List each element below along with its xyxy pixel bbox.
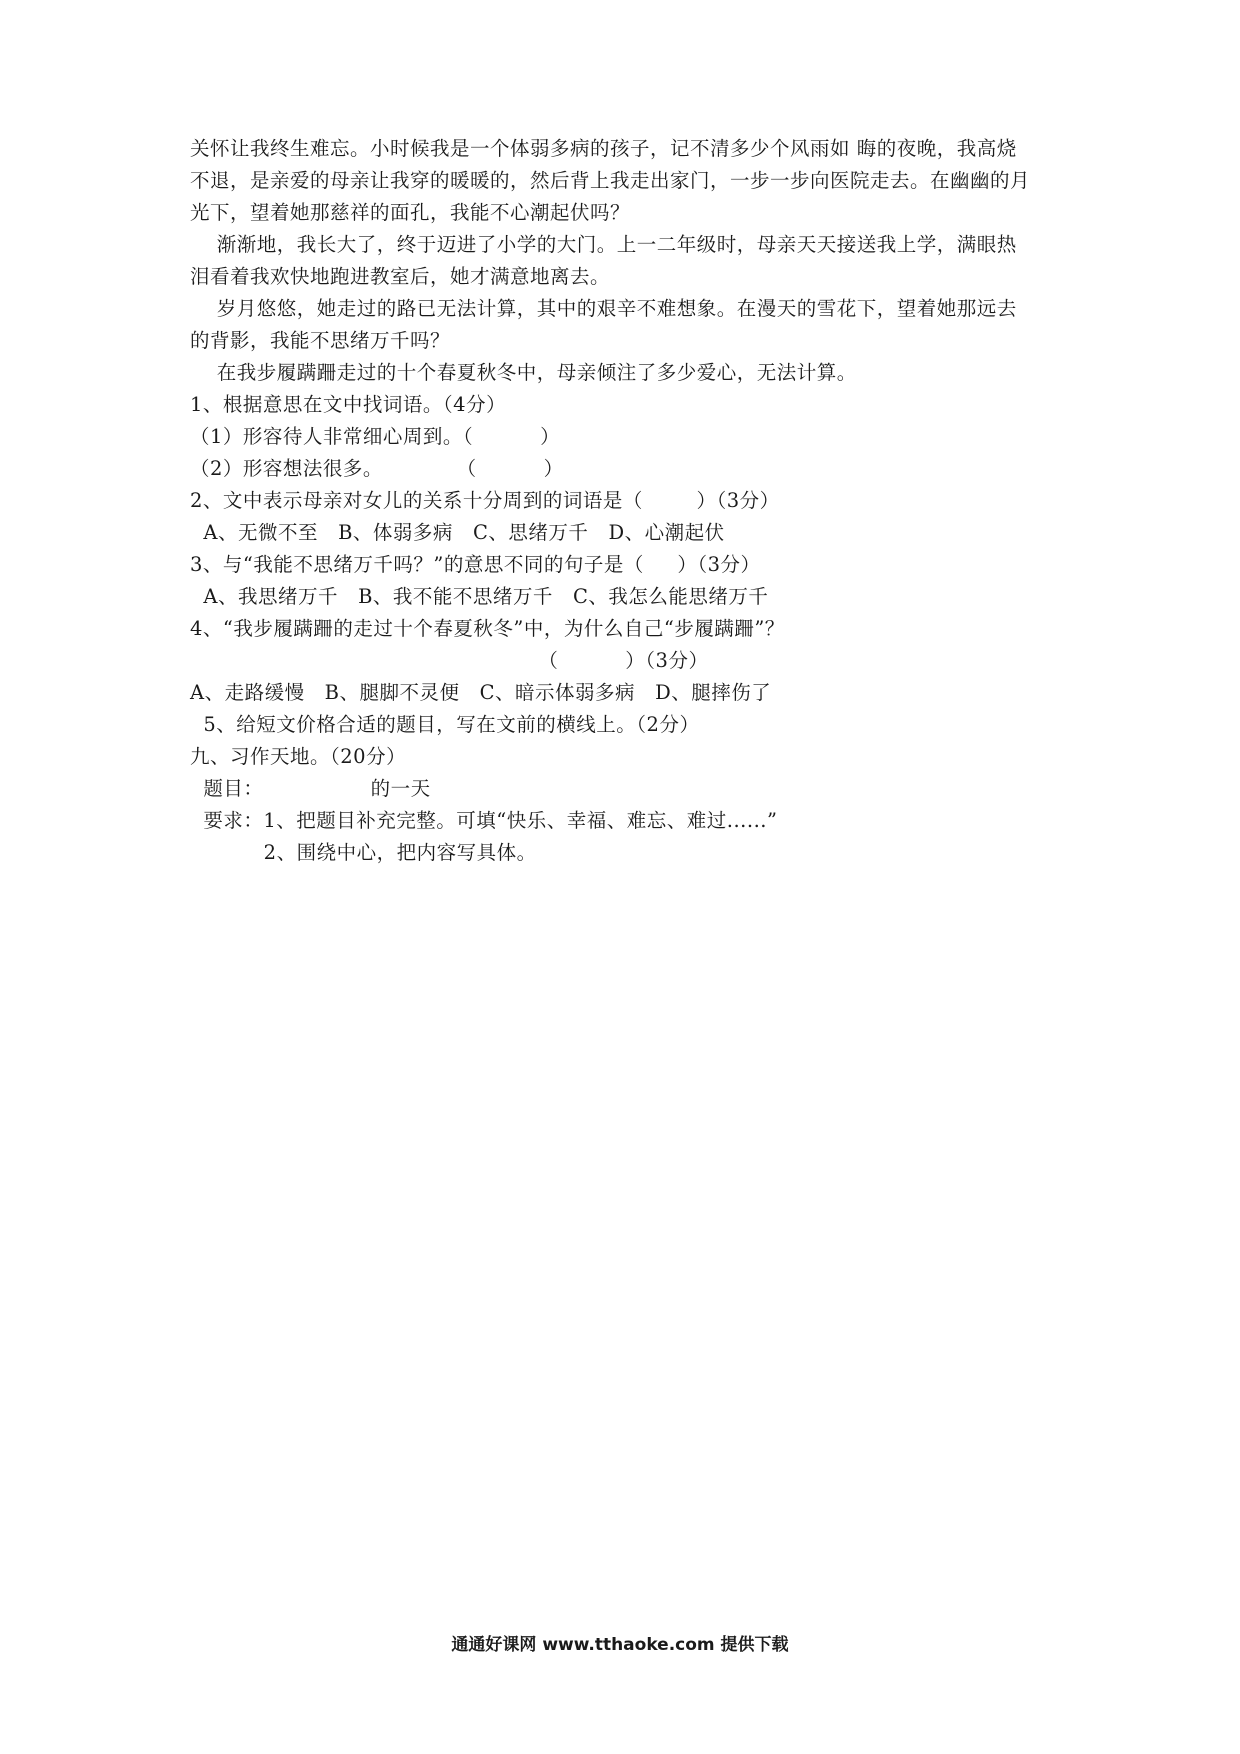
passage-line: 渐渐地，我长大了，终于迈进了小学的大门。上一二年级时，母亲天天接送我上学，满眼热 bbox=[190, 233, 1017, 256]
composition-requirement-1: 要求：1、把题目补充完整。可填“快乐、幸福、难忘、难过......” bbox=[190, 809, 778, 832]
question-3-options: A、我思绪万千 B、我不能不思绪万千 C、我怎么能思绪万千 bbox=[190, 585, 769, 608]
passage-line: 光下，望着她那慈祥的面孔，我能不心潮起伏吗？ bbox=[190, 201, 631, 224]
question-4: 4、“我步履蹒跚的走过十个春夏秋冬”中，为什么自己“步履蹒跚”？ bbox=[190, 617, 785, 640]
question-4-options: A、走路缓慢 B、腿脚不灵便 C、暗示体弱多病 D、腿摔伤了 bbox=[190, 681, 772, 704]
question-1b: （2）形容想法很多。 （ ） bbox=[190, 457, 564, 480]
passage-line: 泪看着我欢快地跑进教室后，她才满意地离去。 bbox=[190, 265, 611, 288]
passage-line: 在我步履蹒跚走过的十个春夏秋冬中，母亲倾注了多少爱心，无法计算。 bbox=[190, 361, 857, 384]
passage-line: 关怀让我终生难忘。小时候我是一个体弱多病的孩子，记不清多少个风雨如 晦的夜晚，我高烧 bbox=[190, 137, 1017, 160]
question-4-blank: （ ）（3分） bbox=[190, 649, 709, 672]
question-2-options: A、无微不至 B、体弱多病 C、思绪万千 D、心潮起伏 bbox=[190, 521, 725, 544]
question-3: 3、与“我能不思绪万千吗？”的意思不同的句子是（ ）（3分） bbox=[190, 553, 761, 576]
question-1a: （1）形容待人非常细心周到。（ ） bbox=[190, 425, 561, 448]
composition-heading: 九、习作天地。（20分） bbox=[190, 745, 407, 768]
composition-requirement-2: 2、围绕中心，把内容写具体。 bbox=[190, 841, 537, 864]
composition-title: 题目： 的一天 bbox=[190, 777, 431, 800]
passage-line: 不退，是亲爱的母亲让我穿的暖暖的，然后背上我走出家门，一步一步向医院走去。在幽幽的月 bbox=[190, 169, 1031, 192]
page-footer: 通通好课网 www.tthaoke.com 提供下载 bbox=[451, 1635, 789, 1655]
passage-line: 的背影，我能不思绪万千吗？ bbox=[190, 329, 451, 352]
question-5: 5、给短文价格合适的题目，写在文前的横线上。（2分） bbox=[190, 713, 700, 736]
question-2: 2、文中表示母亲对女儿的关系十分周到的词语是（ ）（3分） bbox=[190, 489, 780, 512]
passage-line: 岁月悠悠，她走过的路已无法计算，其中的艰辛不难想象。在漫天的雪花下，望着她那远去 bbox=[190, 297, 1017, 320]
question-1: 1、根据意思在文中找词语。（4分） bbox=[190, 393, 507, 416]
